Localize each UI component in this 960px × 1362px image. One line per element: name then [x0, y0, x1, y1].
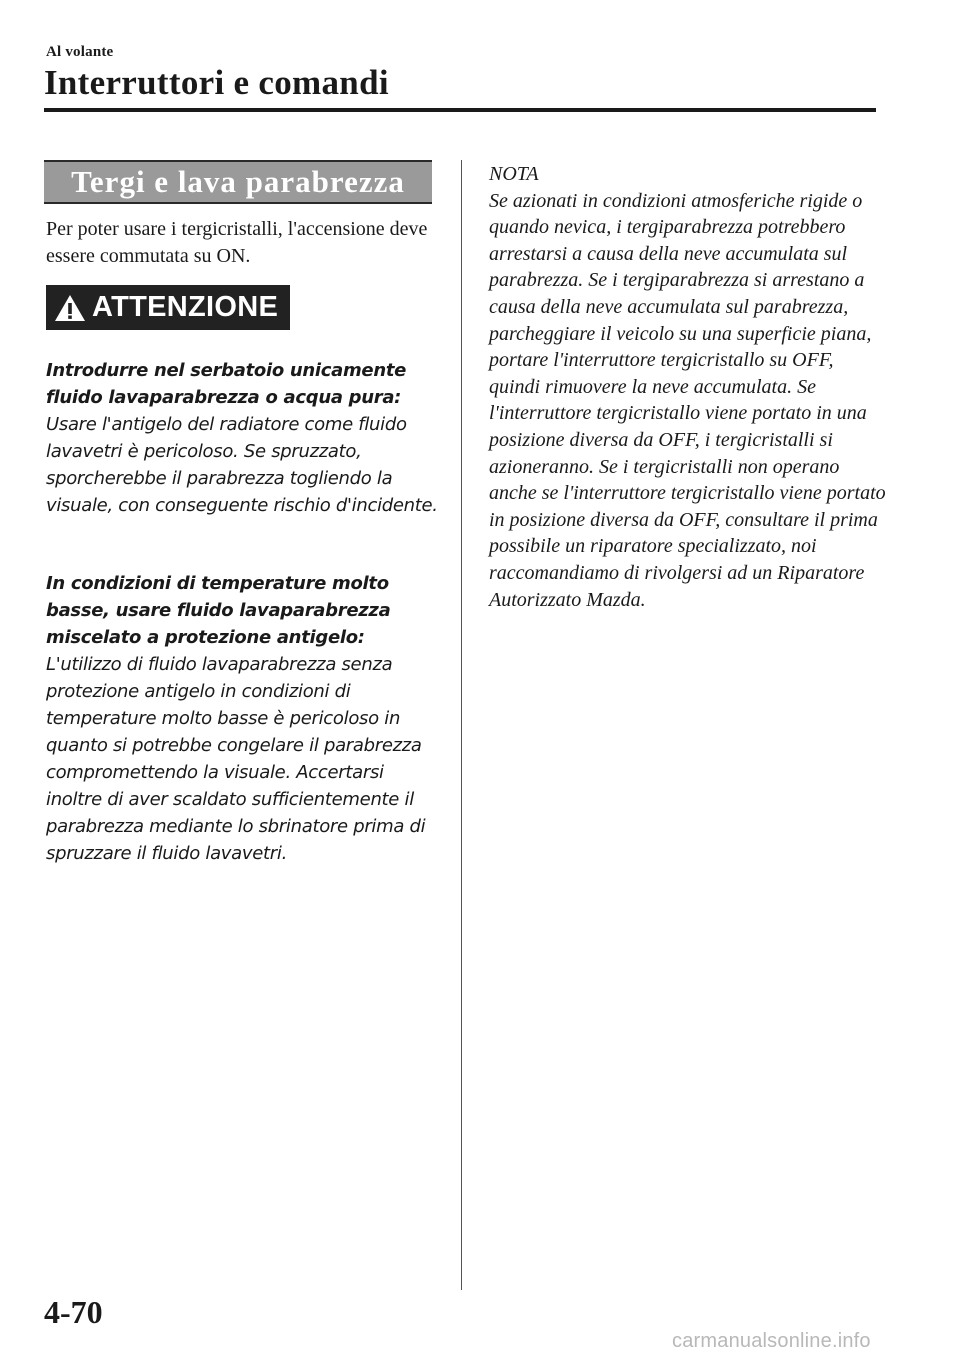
header-rule — [44, 108, 876, 112]
warning-item-heading: In condizioni di temperature molto basse, usare fluido lavaparabrezza miscelato a protezione antigelo: — [46, 573, 391, 648]
note-body: Se azionati in condizioni atmosferiche rigide o quando nevica, i tergiparabrezza potrebbero arrestarsi a causa della neve accumulata sul parabrezza. Se i tergiparabrezza si arrestano a causa della neve accumulata sul parabrezza, parcheggiare il veicolo su una superficie piana, portare l'interruttore tergicristallo su OFF, quindi rimuovere la neve accumulata. Se l'interruttore tergicristallo viene portato in una posizione diversa da OFF, i tergicristalli si azioneranno. Se i tergicristalli non operano anche se l'interruttore tergicristallo viene portato in posizione diversa da OFF, consultare il prima possibile un riparatore specializzato, noi raccomandiamo di rivolgersi ad un Riparatore Autorizzato Mazda. — [489, 189, 886, 611]
warning-triangle-icon — [54, 293, 86, 323]
section-title-banner — [44, 160, 432, 204]
warning-item-heading: Introdurre nel serbatoio unicamente fluido lavaparabrezza o acqua pura: — [46, 360, 407, 408]
warning-item — [46, 570, 438, 867]
warning-label: ATTENZIONE — [92, 291, 279, 323]
warning-item-body: Usare l'antigelo del radiatore come fluido lavavetri è pericoloso. Se spruzzato, sporcherebbe il parabrezza togliendo la visuale, con conseguente rischio d'incidente. — [46, 414, 438, 516]
warning-item-body: L'utilizzo di fluido lavaparabrezza senza protezione antigelo in condizioni di temperature molto basse è pericoloso in quanto si potrebbe congelare il parabrezza compromettendo la visuale. Accertarsi inoltre di aver scaldato sufficientemente il parabrezza mediante lo sbrinatore prima di spruzzare il fluido lavavetri. — [46, 654, 426, 864]
watermark[interactable]: carmanualsonline.info — [672, 1330, 871, 1352]
breadcrumb: Al volante — [46, 44, 114, 60]
warning-badge — [46, 285, 290, 330]
chapter-title: Interruttori e comandi — [44, 63, 389, 102]
note-title: NOTA — [489, 163, 539, 185]
page-number: 4-70 — [44, 1294, 103, 1330]
section-title: Tergi e lava parabrezza — [71, 164, 405, 199]
column-divider — [461, 160, 462, 1290]
note-block — [489, 161, 889, 613]
intro-paragraph: Per poter usare i tergicristalli, l'accensione deve essere commutata su ON. — [46, 218, 428, 267]
warning-item — [46, 357, 438, 519]
